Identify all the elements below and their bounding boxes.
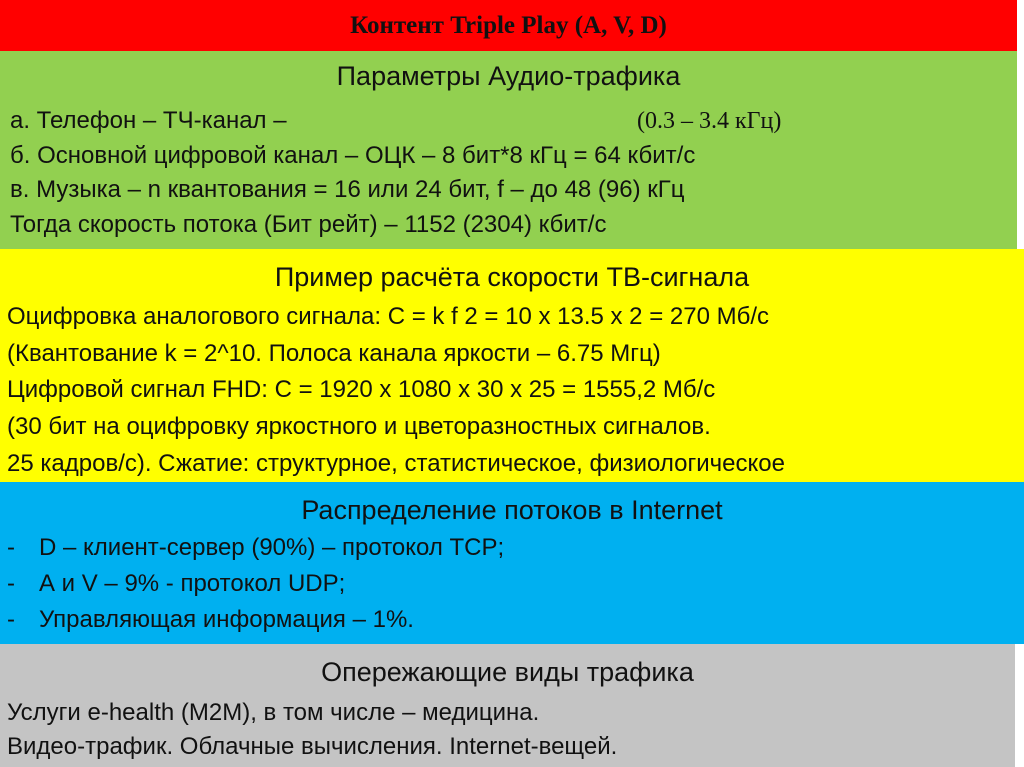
leading-line-1: Услуги e-health (M2M), в том числе – медицина. <box>7 699 540 726</box>
internet-item-2 <box>7 570 345 598</box>
internet-item-text: D – клиент-сервер (90%) – протокол TCP; <box>39 534 505 561</box>
internet-section <box>0 482 1024 644</box>
internet-item-text: А и V – 9% - протокол UDP; <box>39 570 346 597</box>
audio-line-c: в. Музыка – n квантования = 16 или 24 бит, f – до 48 (96) кГц <box>10 176 685 203</box>
audio-section <box>0 51 1017 249</box>
bullet-dash: - <box>7 534 15 561</box>
bullet-dash: - <box>7 570 15 597</box>
tv-section <box>0 249 1024 482</box>
audio-line-d: Тогда скорость потока (Бит рейт) – 1152 (2304) кбит/с <box>10 211 607 238</box>
leading-line-2: Видео-трафик. Облачные вычисления. Internet-вещей. <box>7 733 618 760</box>
slide-title: Контент Triple Play (A, V, D) <box>350 12 667 39</box>
bullet-dash: - <box>7 606 15 633</box>
audio-heading: Параметры Аудио-трафика <box>336 61 681 91</box>
tv-line-5: 25 кадров/с). Сжатие: структурное, статистическое, физиологическое <box>7 450 785 477</box>
tv-line-1: Оцифровка аналогового сигнала: С = k f 2 = 10 x 13.5 x 2 = 270 Мб/с <box>7 303 769 330</box>
internet-heading: Распределение потоков в Internet <box>301 495 723 525</box>
tv-line-2: (Квантование k = 2^10. Полоса канала яркости – 6.75 Мгц) <box>7 340 661 367</box>
audio-line-a-right: (0.3 – 3.4 кГц) <box>637 108 782 134</box>
leading-heading: Опережающие виды трафика <box>321 657 694 687</box>
tv-heading: Пример расчёта скорости ТВ-сигнала <box>274 262 750 292</box>
tv-line-3: Цифровой сигнал FHD: С = 1920 x 1080 x 30 x 25 = 1555,2 Мб/с <box>7 376 716 403</box>
internet-item-text: Управляющая информация – 1%. <box>39 606 414 633</box>
internet-item-3 <box>7 606 414 634</box>
tv-line-4: (30 бит на оцифровку яркостного и цветоразностных сигналов. <box>7 413 711 440</box>
audio-line-a-left: а. Телефон – ТЧ-канал – <box>10 107 287 134</box>
title-band <box>0 0 1017 51</box>
leading-section <box>0 644 1015 767</box>
internet-item-1 <box>7 534 504 562</box>
audio-line-b: б. Основной цифровой канал – ОЦК – 8 бит*8 кГц = 64 кбит/с <box>10 142 696 169</box>
